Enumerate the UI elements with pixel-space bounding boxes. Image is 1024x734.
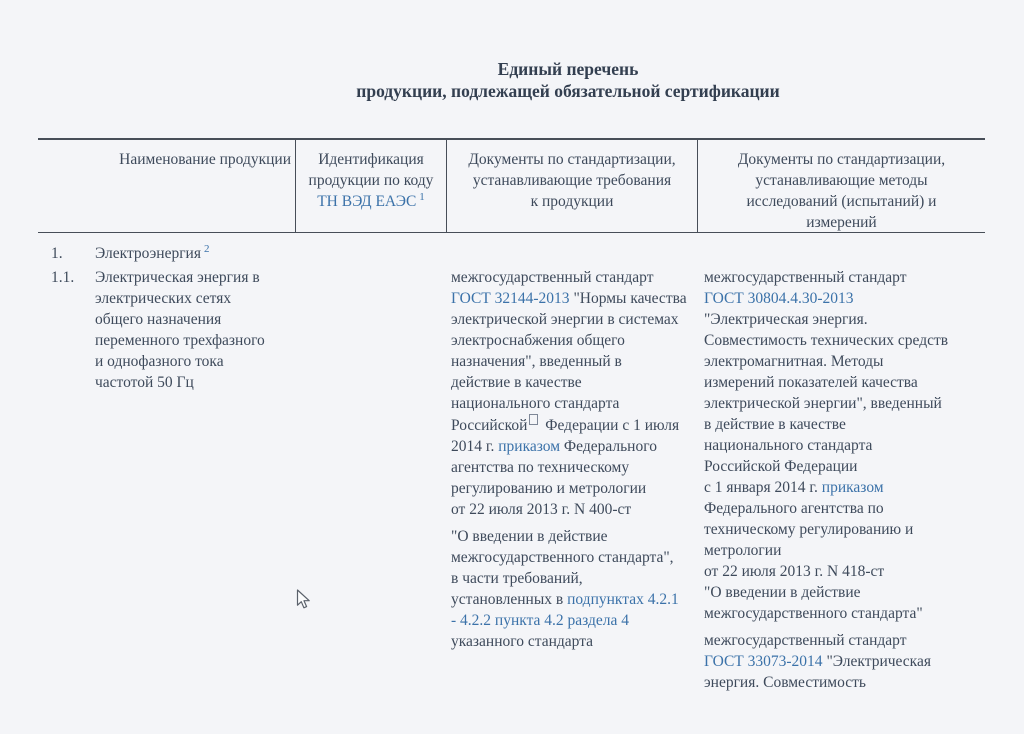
docs-methods-cell xyxy=(698,267,985,693)
doc-link[interactable]: ТН ВЭД ЕАЭС xyxy=(317,193,417,210)
text-segment: Федерального агентства по xyxy=(704,500,884,517)
text-segment: измерений показателей качества xyxy=(704,374,918,391)
text-segment: электрических сетях xyxy=(95,290,232,307)
text-segment: указанного стандарта xyxy=(451,633,594,650)
row-number: 1. xyxy=(51,245,63,262)
missing-glyph-box-icon xyxy=(529,414,538,425)
text-segment: от 22 июля 2013 г. N 400-ст xyxy=(451,501,632,518)
document-title-line1: Единый перечень xyxy=(497,59,639,79)
text-segment: Федерального xyxy=(560,438,657,455)
doc-link[interactable]: - 4.2.2 пункта 4.2 раздела 4 xyxy=(451,612,630,629)
text-segment: 2014 г. xyxy=(451,438,499,455)
text-segment: национального стандарта xyxy=(704,437,873,454)
paragraph xyxy=(704,630,981,693)
header-cell-product-code xyxy=(296,140,447,232)
text-segment: "Электрическая энергия. xyxy=(704,311,868,328)
text-segment: "О введении в действие xyxy=(451,528,608,545)
text-segment: устанавливающие методы xyxy=(755,172,928,189)
text-segment: межгосударственного стандарта", xyxy=(451,549,674,566)
text-segment: "О введении в действие xyxy=(704,584,861,601)
text-segment: назначения", введенный в xyxy=(451,353,622,370)
text-segment: агентства по техническому xyxy=(451,459,630,476)
text-segment: переменного трехфазного xyxy=(95,332,265,349)
text-segment: Российской xyxy=(451,417,528,434)
table-row xyxy=(38,243,985,264)
text-segment: межгосударственный стандарт xyxy=(704,632,907,649)
text-segment: Документы по стандартизации, xyxy=(737,151,946,168)
text-segment: в части требований, xyxy=(451,570,583,587)
text-segment: частотой 50 Гц xyxy=(95,374,194,391)
table-body xyxy=(38,233,985,693)
document-title xyxy=(151,58,985,102)
doc-link[interactable]: ГОСТ 30804.4.30-2013 xyxy=(704,290,854,307)
product-name xyxy=(95,267,296,393)
paragraph xyxy=(704,267,981,624)
text-segment: Федерации с 1 июля xyxy=(541,417,680,434)
doc-link[interactable]: ГОСТ 32144-2013 xyxy=(451,290,570,307)
text-segment: исследований (испытаний) и xyxy=(746,193,937,210)
text-segment: действие в качестве xyxy=(451,374,582,391)
row-number: 1.1. xyxy=(51,269,75,286)
table-row xyxy=(38,267,985,693)
text-segment: национального стандарта xyxy=(451,395,620,412)
certification-table xyxy=(38,138,985,693)
footnote-link[interactable]: 1 xyxy=(419,191,425,203)
paragraph xyxy=(451,267,694,520)
paragraph xyxy=(451,526,694,652)
text-segment: к продукции xyxy=(530,193,614,210)
text-segment: межгосударственный стандарт xyxy=(451,269,654,286)
product-name-cell xyxy=(38,243,296,264)
mouse-cursor-icon xyxy=(296,589,312,611)
text-segment: регулированию и метрологии xyxy=(451,480,647,497)
text-segment: электромагнитная. Методы xyxy=(704,353,884,370)
text-segment: установленных в xyxy=(451,591,568,608)
text-segment: в действие в качестве xyxy=(704,416,846,433)
header-cell-docs-requirements xyxy=(447,140,698,232)
doc-link[interactable]: ГОСТ 33073-2014 xyxy=(704,653,823,670)
text-segment: Совместимость технических средств xyxy=(704,332,949,349)
text-segment: от 22 июля 2013 г. N 418-ст xyxy=(704,563,885,580)
text-segment: с 1 января 2014 г. xyxy=(704,479,822,496)
text-segment: Документы по стандартизации, xyxy=(468,151,676,168)
docs-requirements-cell xyxy=(447,267,698,652)
text-segment: Электроэнергия xyxy=(95,245,201,262)
text-segment: метрологии xyxy=(704,542,782,559)
product-name-cell xyxy=(38,267,296,393)
text-segment: техническому регулированию и xyxy=(704,521,914,538)
text-segment: и однофазного тока xyxy=(95,353,224,370)
text-segment: Электрическая энергия в xyxy=(95,269,260,286)
text-segment: электроснабжения общего xyxy=(451,332,625,349)
text-segment: измерений xyxy=(806,214,877,231)
product-name xyxy=(95,243,296,264)
text-segment: "Электрическая xyxy=(822,653,931,670)
text-segment: электрической энергии в системах xyxy=(451,311,679,328)
text-segment: электрической энергии", введенный xyxy=(704,395,942,412)
text-segment: межгосударственного стандарта" xyxy=(704,605,923,622)
doc-link[interactable]: приказом xyxy=(498,438,561,455)
document-title-line2: продукции, подлежащей обязательной сертификации xyxy=(356,81,780,101)
doc-link[interactable]: приказом xyxy=(821,479,884,496)
text-segment: устанавливающие требования xyxy=(472,172,672,189)
header-cell-product-name: Наименование продукции xyxy=(38,140,296,232)
doc-link[interactable]: подпунктах 4.2.1 xyxy=(567,591,679,608)
text-segment: продукции по коду xyxy=(308,172,434,189)
text-segment: Российской Федерации xyxy=(704,458,858,475)
text-segment: межгосударственный стандарт xyxy=(704,269,907,286)
table-header-row xyxy=(38,138,985,233)
text-segment: энергия. Совместимость xyxy=(704,674,866,691)
text-segment: общего назначения xyxy=(95,311,222,328)
header-cell-docs-methods xyxy=(698,140,985,232)
text-segment: Идентификация xyxy=(318,151,424,168)
footnote-link[interactable]: 2 xyxy=(203,243,210,255)
text-segment: "Нормы качества xyxy=(569,290,687,307)
